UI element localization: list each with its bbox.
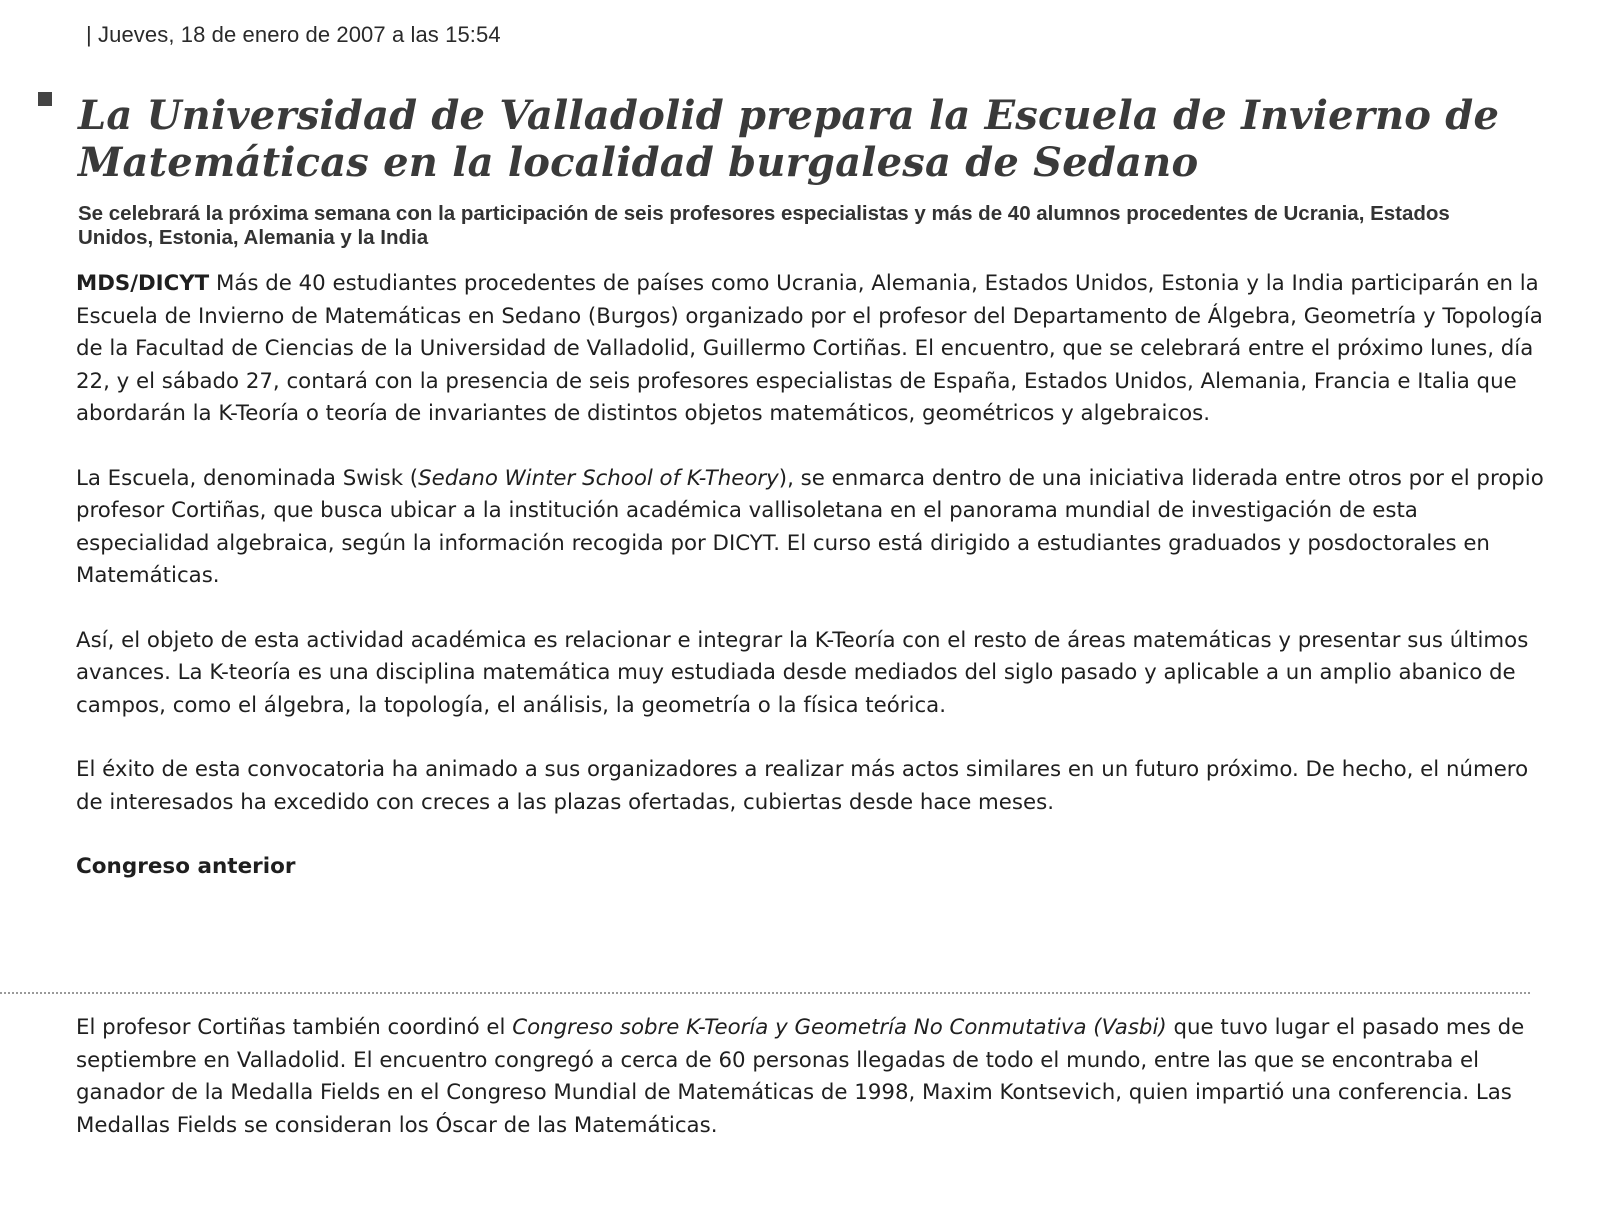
- paragraph-2-text-end: ), se enmarca dentro de una iniciativa liderada entre otros por el propio profesor Cortiñas, que busca ubicar a la institución académica vallisoletana en el panorama mundial de investigación de esta especialidad algebraica, según la información recogida por DICYT. El curso está dirigido a estudiantes graduados y posdoctorales en Matemáticas.: [76, 465, 1544, 588]
- dotted-divider: [0, 992, 1530, 994]
- article-dateline: | Jueves, 18 de enero de 2007 a las 15:54: [86, 22, 501, 47]
- bullet-square-icon: [38, 92, 52, 106]
- paragraph-1: [76, 268, 1546, 431]
- news-source: MDS/DICYT: [76, 271, 210, 296]
- article-subheadline: Se celebrará la próxima semana con la participación de seis profesores especialistas y más de 40 alumnos procedentes de Ucrania, Estados Unidos, Estonia, Alemania y la India: [78, 202, 1450, 249]
- congress-name-italic: Congreso sobre K-Teoría y Geometría No Conmutativa (Vasbi): [512, 1015, 1167, 1040]
- school-name-italic: Sedano Winter School of K-Theory: [418, 465, 779, 491]
- paragraph-5-text-end: que tuvo lugar el pasado mes de septiembre en Valladolid. El encuentro congregó a cerca de 60 personas llegadas de todo el mundo, entre las que se encontraba el ganador de la Medalla Fields en el Congreso Mundial de Matemáticas de 1998, Maxim Kontsevich, quien impartió una conferencia. Las Medallas Fields se consideran los Óscar de las Matemáticas.: [76, 1015, 1525, 1138]
- paragraph-5: [76, 1012, 1546, 1142]
- article-body: [76, 268, 1546, 883]
- section-heading: Congreso anterior: [76, 854, 296, 879]
- paragraph-4: El éxito de esta convocatoria ha animado a sus organizadores a realizar más actos similares en un futuro próximo. De hecho, el número de interesados ha excedido con creces a las plazas ofertadas, cubiertas desde hace meses.: [76, 757, 1529, 815]
- paragraph-2-text-start: La Escuela, denominada Swisk (: [76, 465, 419, 491]
- paragraph-1-text: Más de 40 estudiantes procedentes de países como Ucrania, Alemania, Estados Unidos, Estonia y la India participarán en la Escuela de Invierno de Matemáticas en Sedano (Burgos) organizado por el profesor del Departamento de Álgebra, Geometría y Topología de la Facultad de Ciencias de la Universidad de Valladolid, Guillermo Cortiñas. El encuentro, que se celebrará entre el próximo lunes, día 22, y el sábado 27, contará con la presencia de seis profesores especialistas de España, Estados Unidos, Alemania, Francia e Italia que abordarán la K-Teoría o teoría de invariantes de distintos objetos matemáticos, geométricos y algebraicos.: [76, 271, 1543, 426]
- paragraph-2: [76, 463, 1546, 593]
- paragraph-3: Así, el objeto de esta actividad académica es relacionar e integrar la K-Teoría con el resto de áreas matemáticas y presentar sus últimos avances. La K-teoría es una disciplina matemática muy estudiada desde mediados del siglo pasado y aplicable a un amplio abanico de campos, como el álgebra, la topología, el análisis, la geometría o la física teórica.: [76, 627, 1529, 718]
- article-headline: La Universidad de Valladolid prepara la Escuela de Invierno de Matemáticas en la localidad burgalesa de Sedano: [78, 92, 1500, 186]
- paragraph-5-text-start: El profesor Cortiñas también coordinó el: [76, 1015, 513, 1040]
